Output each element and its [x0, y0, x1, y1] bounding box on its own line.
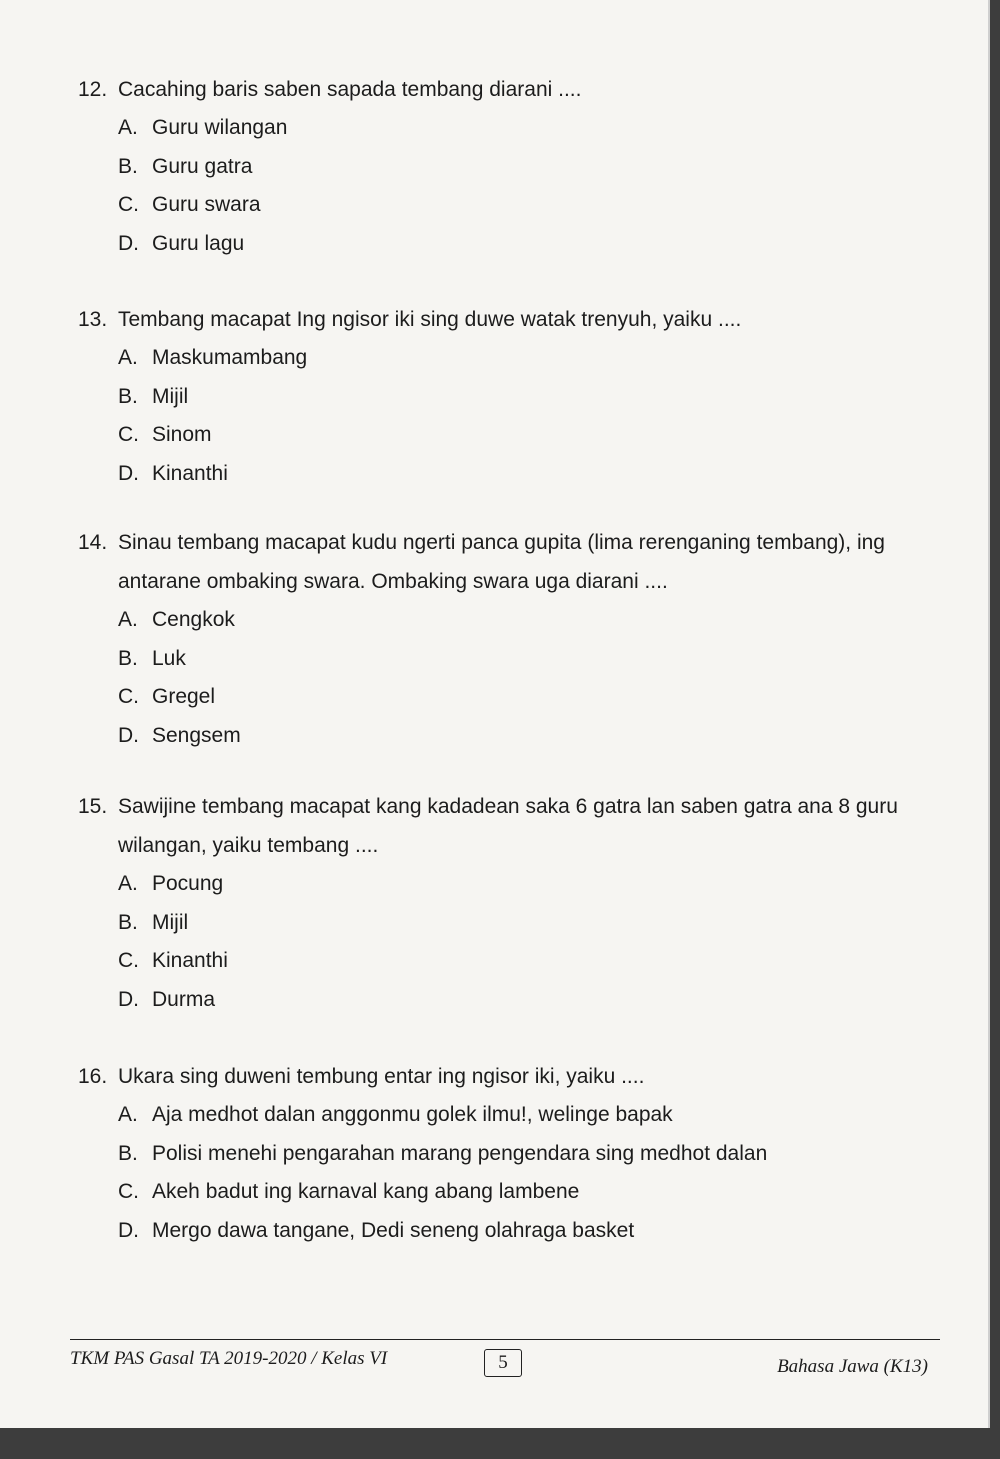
option-b — [118, 904, 958, 943]
option-text: Sinom — [152, 423, 212, 446]
question-14 — [78, 523, 958, 755]
option-text: Guru wilangan — [152, 116, 288, 139]
question-number: 14. — [78, 531, 108, 554]
option-c — [118, 186, 958, 225]
question-body: Tembang macapat Ing ngisor iki sing duwe watak trenyuh, yaiku .... — [118, 308, 742, 331]
option-a — [118, 109, 958, 148]
option-letter: C. — [118, 1180, 139, 1203]
option-text: Sengsem — [152, 723, 241, 747]
option-text: Kinanthi — [152, 461, 228, 485]
option-letter: A. — [118, 872, 138, 895]
footer-divider — [70, 1339, 940, 1340]
option-letter: B. — [118, 1141, 138, 1165]
option-letter: A. — [118, 116, 138, 139]
option-c — [118, 678, 958, 717]
question-text — [78, 70, 958, 109]
option-text: Guru lagu — [152, 231, 245, 255]
option-text: Polisi menehi pengarahan marang pengendara sing medhot dalan — [152, 1141, 768, 1165]
option-a — [118, 1096, 958, 1135]
option-d — [118, 717, 958, 756]
option-text: Gregel — [152, 685, 216, 708]
option-letter: A. — [118, 346, 138, 369]
question-text — [78, 787, 958, 865]
question-text — [78, 523, 958, 601]
question-text — [78, 300, 958, 339]
question-number: 15. — [78, 795, 108, 818]
option-b — [118, 148, 958, 187]
option-text: Akeh badut ing karnaval kang abang lambene — [152, 1180, 580, 1203]
option-text: Pocung — [152, 872, 224, 895]
option-a — [118, 601, 958, 640]
option-text: Aja medhot dalan anggonmu golek ilmu!, welinge bapak — [152, 1103, 673, 1126]
option-b — [118, 378, 958, 417]
question-body: Ukara sing duweni tembung entar ing ngisor iki, yaiku .... — [118, 1065, 645, 1088]
footer-subject: Bahasa Jawa (K13) — [777, 1356, 928, 1377]
option-letter: C. — [118, 193, 139, 216]
question-13 — [78, 300, 958, 493]
question-number: 12. — [78, 78, 108, 101]
question-body: Cacahing baris saben sapada tembang diarani .... — [118, 78, 582, 101]
question-body: Sawijine tembang macapat kang kadadean saka 6 gatra lan saben gatra ana 8 guru wilangan, yaiku tembang .... — [118, 795, 898, 857]
option-letter: B. — [118, 910, 138, 934]
question-body: Sinau tembang macapat kudu ngerti panca gupita (lima rerenganing tembang), ing antarane ombaking swara. Ombaking swara uga diarani .... — [118, 531, 885, 593]
option-letter: D. — [118, 987, 139, 1011]
option-text: Mergo dawa tangane, Dedi seneng olahraga basket — [152, 1218, 635, 1242]
option-text: Kinanthi — [152, 949, 228, 972]
question-number: 16. — [78, 1065, 108, 1088]
page-number: 5 — [484, 1349, 522, 1377]
option-letter: D. — [118, 461, 139, 485]
option-d — [118, 981, 958, 1020]
option-letter: B. — [118, 646, 138, 670]
option-c — [118, 1173, 958, 1212]
option-letter: C. — [118, 949, 139, 972]
option-letter: C. — [118, 423, 139, 446]
option-text: Maskumambang — [152, 346, 308, 369]
option-letter: D. — [118, 231, 139, 255]
option-b — [118, 1135, 958, 1174]
question-16 — [78, 1057, 958, 1250]
option-b — [118, 640, 958, 679]
option-text: Cengkok — [152, 608, 235, 631]
option-text: Luk — [152, 646, 186, 670]
option-text: Guru swara — [152, 193, 261, 216]
question-15 — [78, 787, 958, 1019]
option-letter: A. — [118, 1103, 138, 1126]
option-letter: B. — [118, 154, 138, 178]
option-a — [118, 865, 958, 904]
footer-exam-info: TKM PAS Gasal TA 2019-2020 / Kelas VI — [70, 1348, 388, 1369]
option-d — [118, 455, 958, 494]
question-12 — [78, 70, 958, 263]
question-number: 13. — [78, 308, 108, 331]
option-text: Mijil — [152, 384, 189, 408]
option-letter: D. — [118, 1218, 139, 1242]
option-text: Mijil — [152, 910, 189, 934]
option-letter: A. — [118, 608, 138, 631]
question-text — [78, 1057, 958, 1096]
option-letter: B. — [118, 384, 138, 408]
option-text: Guru gatra — [152, 154, 253, 178]
option-text: Durma — [152, 987, 216, 1011]
option-a — [118, 339, 958, 378]
option-letter: C. — [118, 685, 139, 708]
option-d — [118, 1212, 958, 1251]
option-letter: D. — [118, 723, 139, 747]
option-c — [118, 942, 958, 981]
option-d — [118, 225, 958, 264]
option-c — [118, 416, 958, 455]
